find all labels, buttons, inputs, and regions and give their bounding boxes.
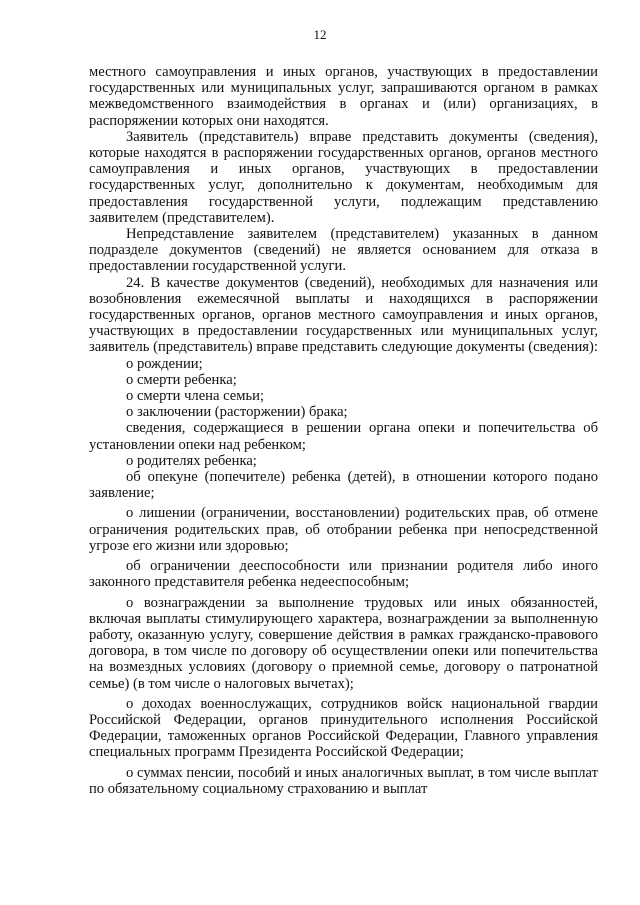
- list-item-legal-capacity: об ограничении дееспособности или признании родителя либо иного законного представителя ребенка недееспособным;: [89, 558, 598, 591]
- list-item-remuneration: о вознаграждении за выполнение трудовых или иных обязанностей, включая выплаты стимулирующего характера, вознаграждении за выполненную работу, оказанную услугу, совершение действия в рамках гражданско-правового договора, в том числе по договору об осуществлении опеки или попечительства на возмездных условиях (договору о приемной семье, договору о патронатной семье) (в том числе о налоговых вычетах);: [89, 594, 598, 692]
- paragraph-item-24: 24. В качестве документов (сведений), необходимых для назначения или возобновления ежемесячной выплаты и находящихся в распоряжении государственных органов, органов местного самоуправления и иных органов, участвующих в предоставлении государственных или муниципальных услуг, заявитель (представитель) вправе представить следующие документы (сведения):: [89, 274, 598, 356]
- list-item-parental-rights: о лишении (ограничении, восстановлении) родительских прав, об отмене ограничения родительских прав, об отобрании ребенка при непосредственной угрозе его жизни или здоровью;: [89, 505, 598, 554]
- list-item-family-member-death: о смерти члена семьи;: [126, 388, 264, 405]
- paragraph-continuation: местного самоуправления и иных органов, участвующих в предоставлении государственных или муниципальных услуг, запрашиваются органом в рамках межведомственного взаимодействия в органах и (или) организациях, в распоряжении которых они находятся.: [89, 64, 598, 129]
- list-item-guardianship-decision: сведения, содержащиеся в решении органа опеки и попечительства об установлении опеки над ребенком;: [89, 420, 598, 453]
- list-item-military-income: о доходах военнослужащих, сотрудников войск национальной гвардии Российской Федерации, органов принудительного исполнения Российской Федерации, таможенных органов Российской Федерации, Главного управления специальных программ Президента Российской Федерации;: [89, 695, 598, 761]
- list-item-child-death: о смерти ребенка;: [126, 371, 237, 388]
- document-body: [89, 64, 598, 797]
- paragraph-non-submission: Непредставление заявителем (представителем) указанных в данном подразделе документов (сведений) не является основанием для отказа в предоставлении государственной услуги.: [89, 226, 598, 275]
- list-item-pensions: о суммах пенсии, пособий и иных аналогичных выплат, в том числе выплат по обязательному социальному страхованию и выплат: [89, 764, 598, 797]
- list-item-guardian: об опекуне (попечителе) ребенка (детей), в отношении которого подано заявление;: [89, 469, 598, 502]
- page-number: 12: [313, 27, 327, 42]
- list-item-birth: о рождении;: [126, 355, 203, 372]
- paragraph-applicant-right: Заявитель (представитель) вправе представить документы (сведения), которые находятся в распоряжении государственных органов, органов местного самоуправления и иных органов, участвующих в предоставлении государственных услуг, дополнительно к документам, необходимым для предоставления государственной услуги, подлежащим представлению заявителем (представителем).: [89, 128, 598, 226]
- list-item-marriage: о заключении (расторжении) брака;: [126, 404, 348, 421]
- list-item-parents: о родителях ребенка;: [126, 452, 257, 469]
